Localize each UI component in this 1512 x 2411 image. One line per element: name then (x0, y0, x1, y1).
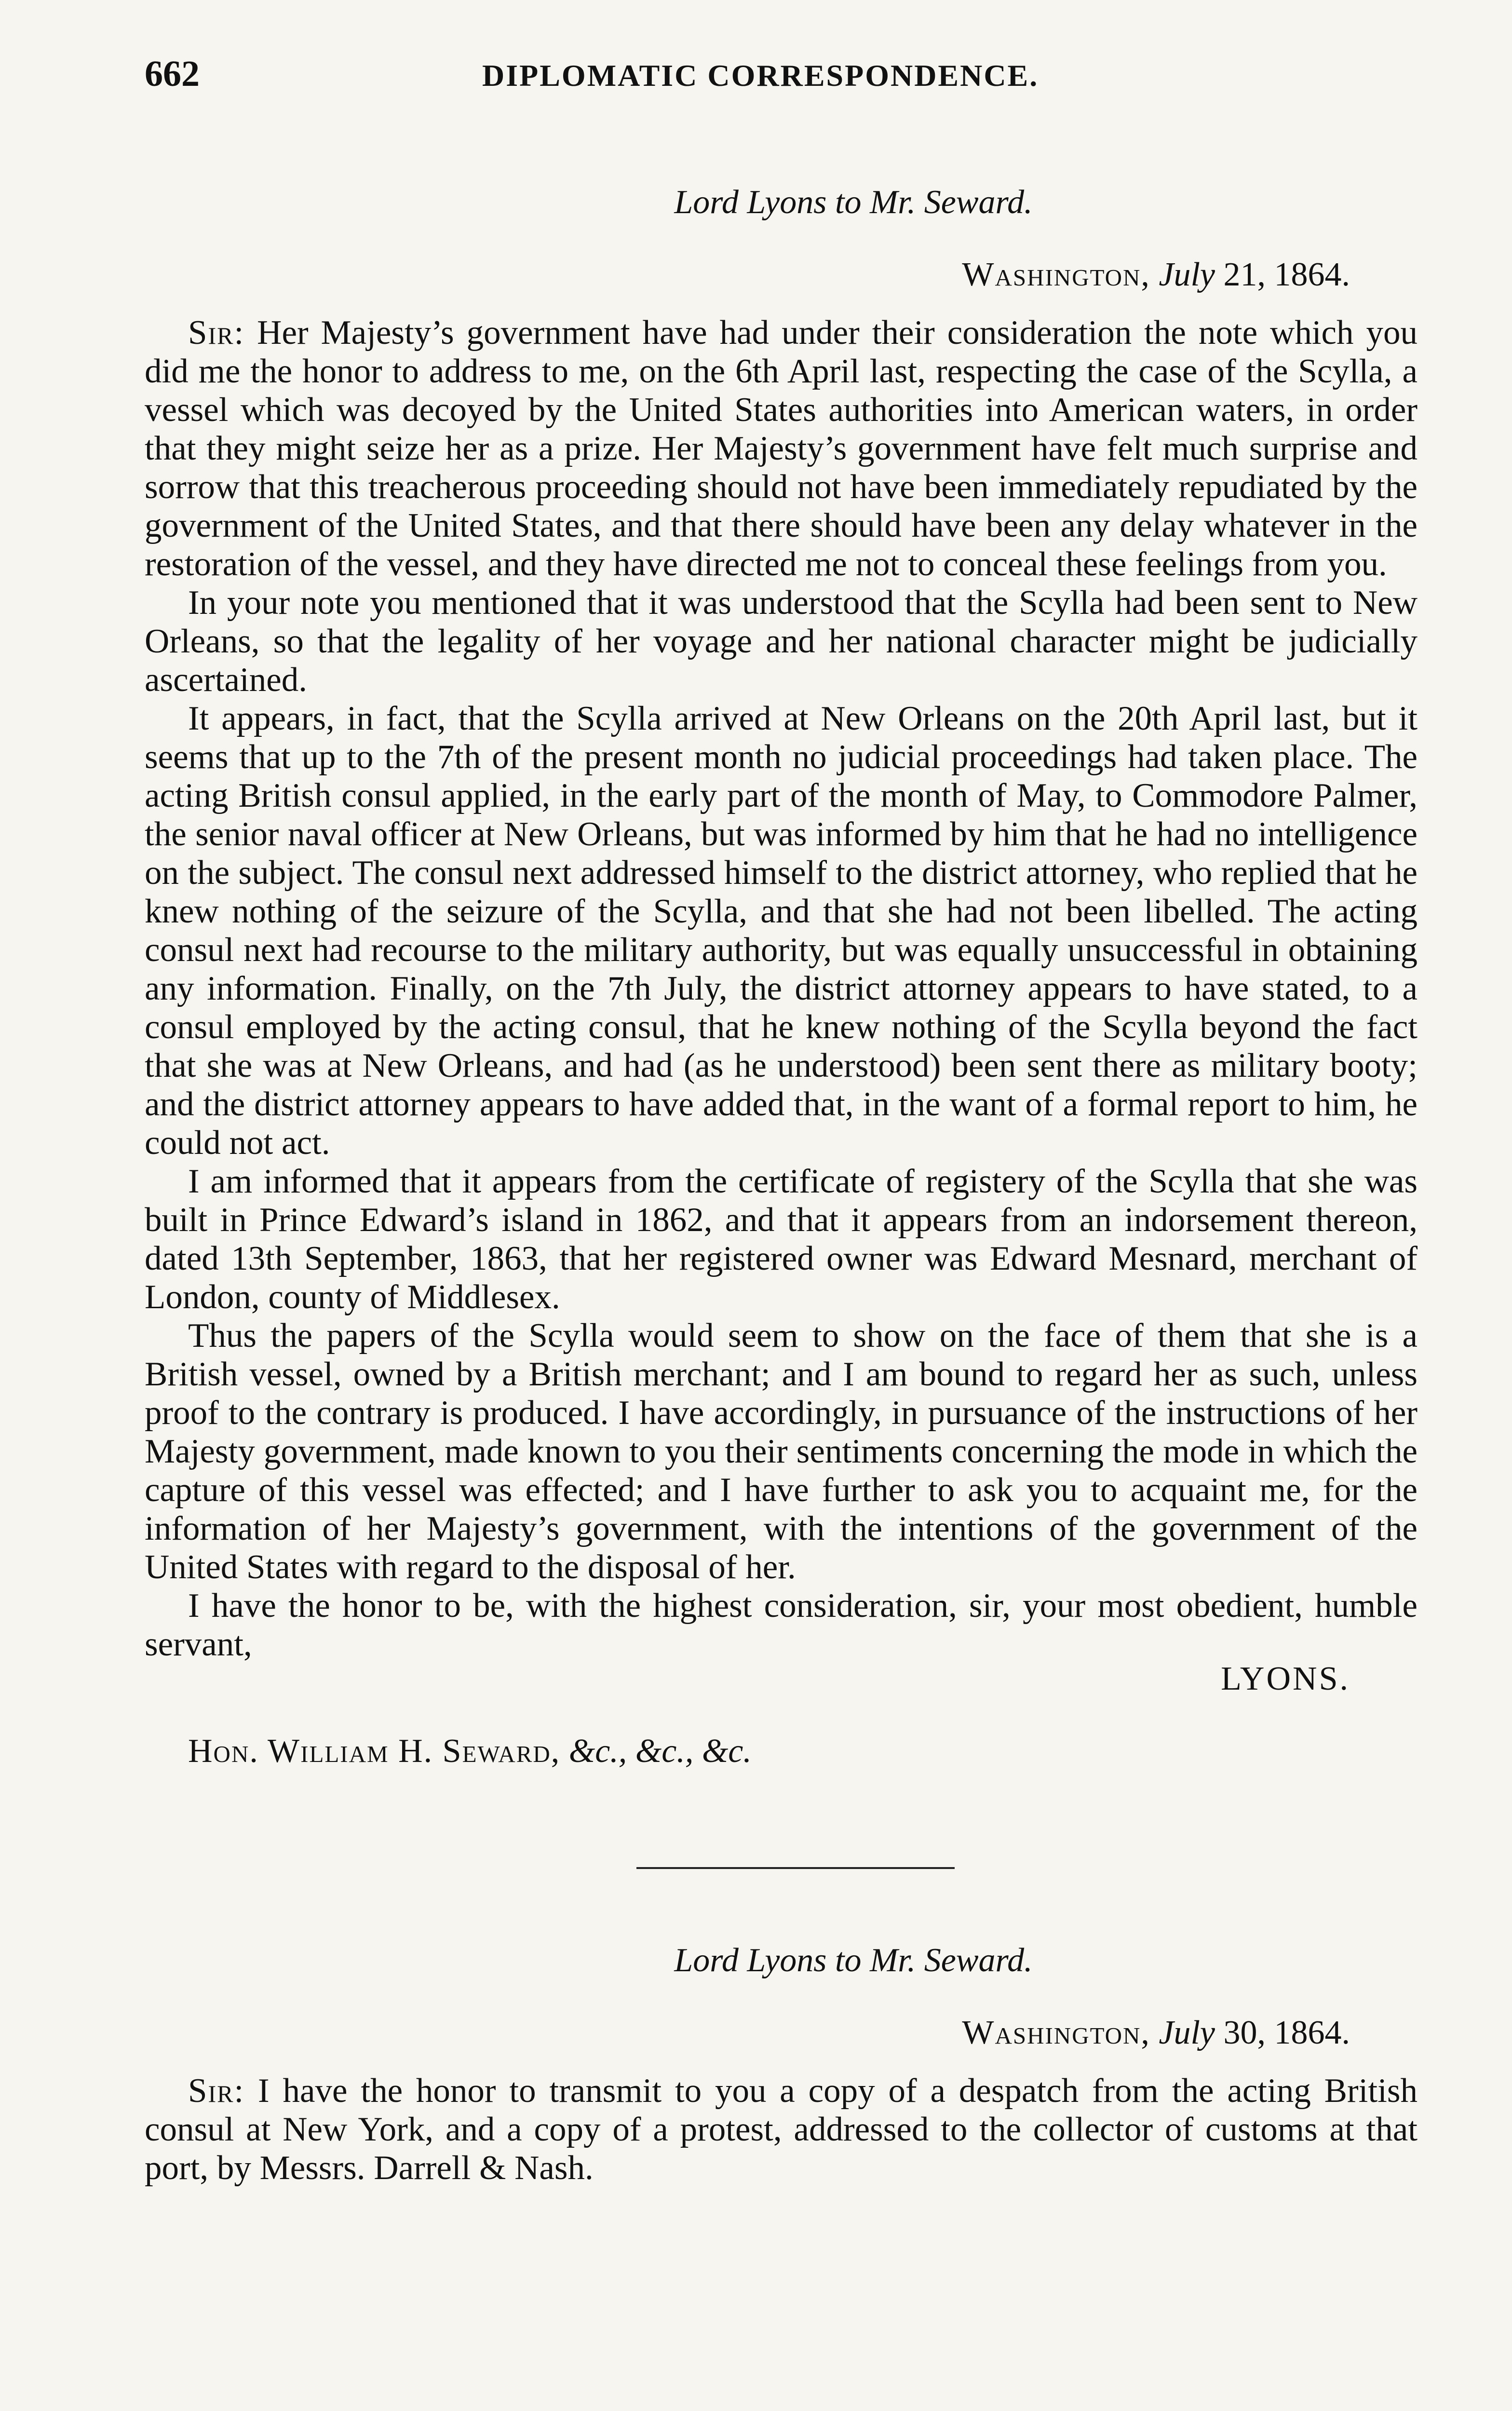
addressee-suffix: &c., &c., &c. (568, 1733, 752, 1770)
letter-paragraph: In your note you mentioned that it was understood that the Scylla had been sent to New Orleans, so that the legality of her voyage and her national character might be judicially ascertained. (145, 584, 1418, 699)
running-head: DIPLOMATIC CORRESPONDENCE. (482, 58, 1039, 93)
dateline (145, 2014, 1418, 2052)
salutation: Sir: (188, 2072, 245, 2110)
section-divider (636, 1867, 955, 1869)
page-header (145, 43, 1418, 111)
addressee (145, 1732, 1418, 1771)
salutation: Sir: (188, 314, 245, 352)
document-page (145, 43, 1418, 2187)
dateline-city: Washington, (962, 2014, 1150, 2051)
page-number: 662 (145, 54, 200, 94)
letter-paragraph (145, 2072, 1418, 2187)
letter-paragraph: Thus the papers of the Scylla would seem to show on the face of them that she is a British vessel, owned by a British merchant; and I am bound to regard her as such, unless proof to the contrary is produced. I have accordingly, in pursuance of the instructions of her Majesty government, made known to you their sentiments concerning the mode in which the capture of this vessel was effected; and I have further to ask you to acquaint me, for the information of her Majesty’s government, with the intentions of the government of the United States with regard to the disposal of her. (145, 1317, 1418, 1586)
dateline-city: Washington, (962, 256, 1150, 293)
letter-title: Lord Lyons to Mr. Seward. (674, 184, 1033, 221)
dateline-month: July (1159, 2014, 1215, 2051)
dateline-month: July (1159, 256, 1215, 293)
dateline-day-year: 30, 1864. (1223, 2014, 1350, 2051)
dateline-day-year: 21, 1864. (1223, 256, 1350, 293)
closing-paragraph: I have the honor to be, with the highest consideration, sir, your most obedient, humble servant, (145, 1587, 1418, 1663)
letter-paragraph: I am informed that it appears from the certificate of registery of the Scylla that she was built in Prince Edward’s island in 1862, and that it appears from an indorsement thereon, dated 13th September, 1863, that her registered owner was Edward Mesnard, merchant of London, county of Middlesex. (145, 1163, 1418, 1316)
signature: LYONS. (1221, 1660, 1350, 1697)
dateline (145, 256, 1418, 294)
paragraph-text: Her Majesty’s government have had under their consideration the note which you did me the honor to address to me, on the 6th April last, respecting the case of the Scylla, a vessel which was decoyed by the United States authorities into American waters, in order that they might seize her as a prize. Her Majesty’s government have felt much surprise and sorrow that this treacherous proceeding should not have been immediately repudiated by the government of the United States, and that there should have been any delay whatever in the restoration of the vessel, and they have directed me not to conceal these feelings from you. (145, 314, 1418, 583)
paragraph-text: I have the honor to transmit to you a copy of a despatch from the acting British consul at New York, and a copy of a protest, addressed to the collector of customs at that port, by Messrs. Darrell & Nash. (145, 2072, 1418, 2187)
letter-2 (145, 1941, 1418, 2187)
letter-1 (145, 183, 1418, 1771)
letter-paragraph (145, 313, 1418, 583)
addressee-name: Hon. William H. Seward, (188, 1733, 561, 1770)
letter-title: Lord Lyons to Mr. Seward. (674, 1942, 1033, 1979)
letter-paragraph: It appears, in fact, that the Scylla arrived at New Orleans on the 20th April last, but it seems that up to the 7th of the present month no judicial proceedings had taken place. The acting British consul applied, in the early part of the month of May, to Commodore Palmer, the senior naval officer at New Orleans, but was informed by him that he had no intelligence on the subject. The consul next addressed himself to the district attorney, who replied that he knew nothing of the seizure of the Scylla, and that she had not been libelled. The acting consul next had recourse to the military authority, but was equally unsuccessful in obtaining any information. Finally, on the 7th July, the district attorney appears to have stated, to a consul employed by the acting consul, that he knew nothing of the Scylla beyond the fact that she was at New Orleans, and had (as he understood) been sent there as military booty; and the district attorney appears to have added that, in the want of a formal report to him, he could not act. (145, 700, 1418, 1162)
